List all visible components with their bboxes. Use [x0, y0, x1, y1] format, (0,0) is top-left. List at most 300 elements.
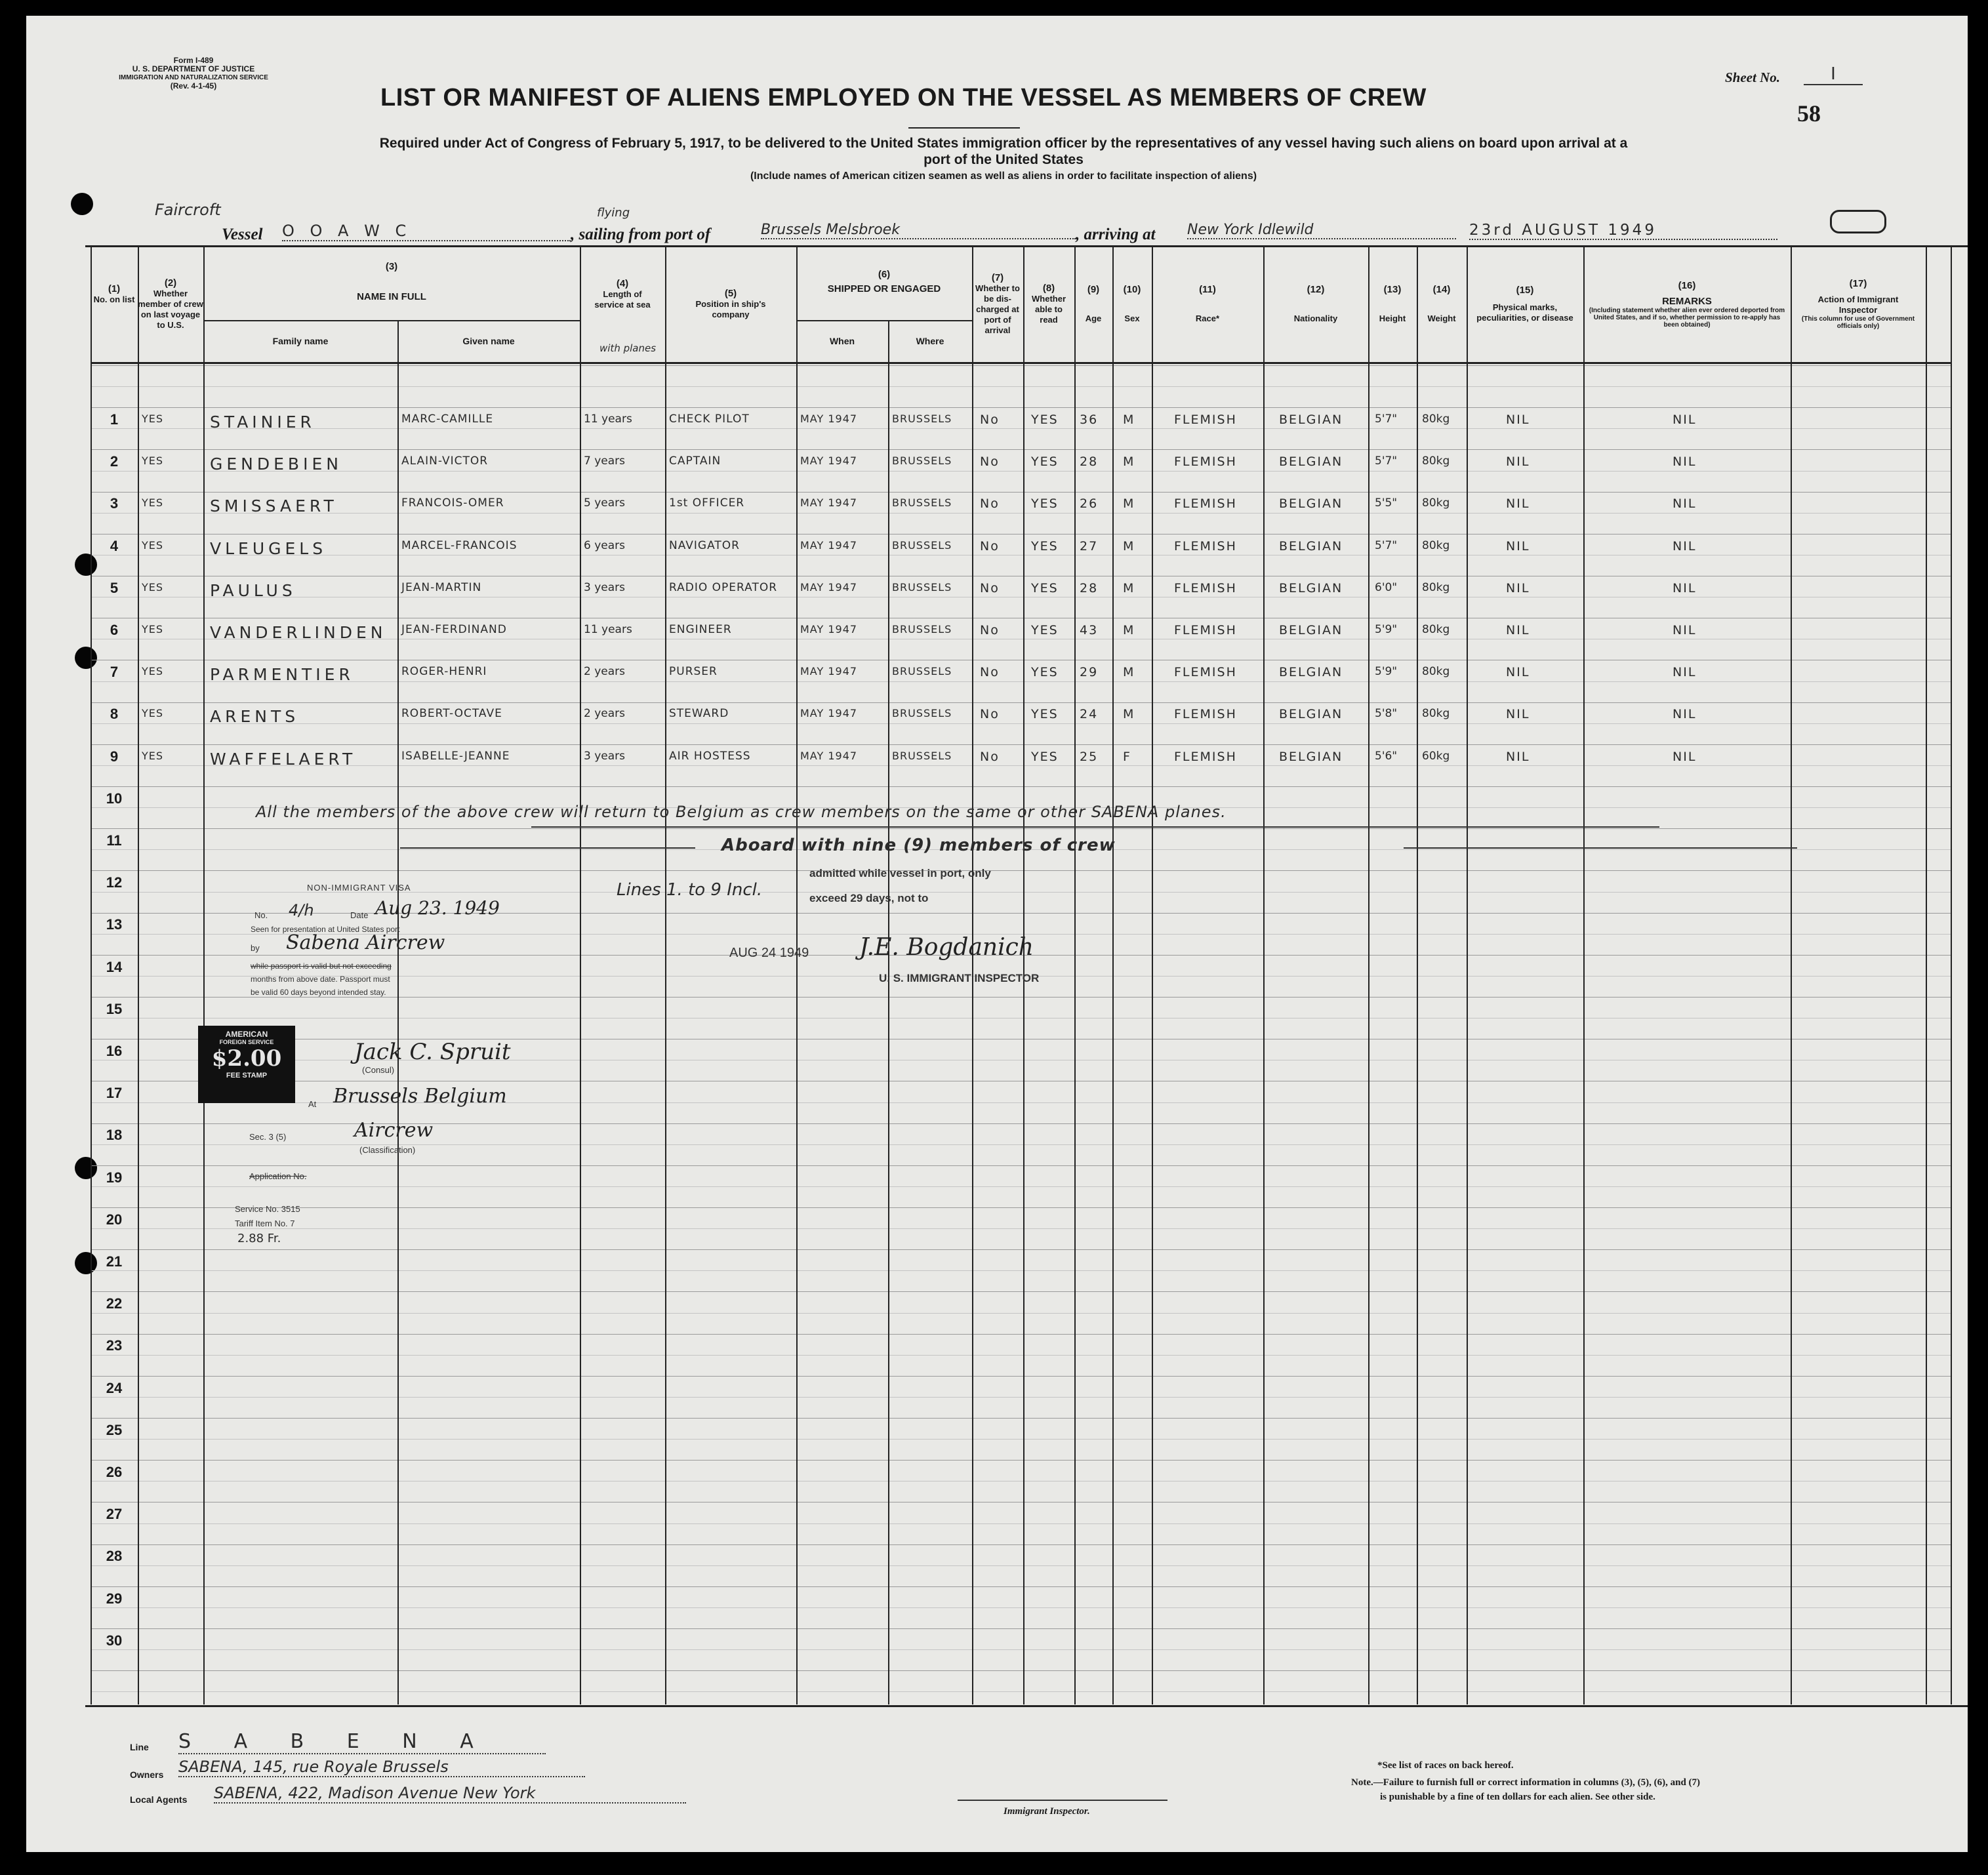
col-header-1: (1) No. on list: [93, 283, 135, 304]
shipped-where-cell: BRUSSELS: [892, 623, 952, 635]
physical-marks-cell: NIL: [1506, 580, 1530, 595]
sheet-number: I: [1804, 64, 1863, 85]
weight-cell: 80kg: [1422, 665, 1450, 679]
fee-stamp: [198, 1026, 295, 1103]
able-to-read-cell: YES: [1031, 538, 1059, 554]
shipped-when-cell: MAY 1947: [800, 538, 858, 552]
given-name-cell: ALAIN-VICTOR: [401, 454, 489, 468]
col-header-7: (7) Whether to be dis-charged at port of arrival: [975, 272, 1020, 335]
fee-stamp-line3: FEE STAMP: [226, 1072, 268, 1079]
family-name-cell: WAFFELAERT: [210, 749, 357, 769]
sheet-label: Sheet No.: [1725, 70, 1780, 85]
sex-cell: F: [1123, 749, 1131, 764]
application-label: Application No.: [249, 1171, 307, 1181]
row-number: 16: [106, 1043, 123, 1059]
col-line: [1417, 245, 1418, 1704]
visa-by-label: by: [251, 943, 260, 953]
col-header-8: (8) Whether able to read: [1032, 283, 1066, 325]
given-name-cell: ROGER-HENRI: [401, 665, 487, 679]
ruled-line: [91, 1649, 1951, 1650]
lines-included: Lines 1. to 9 Incl.: [617, 880, 763, 900]
given-name-cell: ISABELLE-JEANNE: [401, 749, 510, 763]
col-line: [580, 245, 581, 1704]
nationality-cell: BELGIAN: [1279, 665, 1343, 680]
discharged-cell: No: [980, 749, 1000, 764]
col-line: [1152, 245, 1153, 1704]
row-number: 14: [106, 958, 123, 975]
remarks-cell: NIL: [1673, 454, 1697, 470]
nationality-cell: BELGIAN: [1279, 707, 1343, 722]
remarks-cell: NIL: [1673, 413, 1697, 427]
height-cell: 5'7": [1375, 538, 1398, 552]
row11-line-left: [400, 847, 695, 849]
row-number: 10: [106, 790, 123, 807]
col-header-5: (5) Position in ship's company: [695, 288, 766, 319]
race-cell: FLEMISH: [1174, 496, 1237, 512]
race-cell: FLEMISH: [1174, 538, 1237, 554]
sex-cell: M: [1123, 496, 1135, 512]
footer-agents-label: Local Agents: [130, 1794, 188, 1805]
ruled-line: [91, 913, 1951, 914]
family-name-cell: VLEUGELS: [210, 538, 327, 558]
age-cell: 28: [1080, 454, 1099, 470]
row-number: 28: [106, 1548, 123, 1565]
shipped-when-cell: MAY 1947: [800, 707, 858, 720]
ruled-line: [91, 407, 1951, 408]
weight-cell: 80kg: [1422, 496, 1450, 510]
row-number: 5: [110, 579, 119, 596]
shipped-when-cell: MAY 1947: [800, 749, 858, 762]
shipped-where-cell: BRUSSELS: [892, 413, 952, 425]
shipped-when-cell: MAY 1947: [800, 665, 858, 678]
ruled-line: [91, 1670, 1951, 1671]
remarks-cell: NIL: [1673, 707, 1697, 722]
nationality-cell: BELGIAN: [1279, 538, 1343, 554]
ruled-line: [91, 1270, 1951, 1271]
discharged-cell: No: [980, 538, 1000, 554]
able-to-read-cell: YES: [1031, 454, 1059, 470]
nationality-cell: BELGIAN: [1279, 580, 1343, 595]
service-cell: 2 years: [584, 707, 626, 721]
ruled-line: [91, 681, 1951, 682]
row-number: 11: [106, 832, 122, 849]
last-voyage-cell: YES: [142, 538, 164, 552]
subtitle-line2: port of the United States: [923, 152, 1084, 167]
row-number: 23: [106, 1337, 123, 1354]
row-number: 21: [106, 1253, 123, 1270]
height-cell: 5'9": [1375, 623, 1398, 636]
ruled-line: [91, 492, 1951, 493]
ruled-line: [91, 1334, 1951, 1335]
col-line: [1791, 245, 1792, 1704]
vessel-annotation: Faircroft: [155, 201, 221, 219]
position-cell: CAPTAIN: [669, 454, 721, 468]
weight-cell: 80kg: [1422, 454, 1450, 468]
ruled-line: [91, 449, 1951, 450]
weight-cell: 80kg: [1422, 707, 1450, 721]
sex-cell: M: [1123, 413, 1135, 427]
last-voyage-cell: YES: [142, 623, 164, 635]
col-header-11: (11) Race*: [1195, 284, 1220, 323]
last-voyage-cell: YES: [142, 707, 164, 720]
ruled-line: [91, 365, 1951, 366]
col-line: [1368, 245, 1369, 1704]
able-to-read-cell: YES: [1031, 749, 1059, 764]
fee-line: 2.88 Fr.: [237, 1232, 281, 1245]
race-cell: FLEMISH: [1174, 665, 1237, 680]
family-name-cell: SMISSAERT: [210, 496, 338, 516]
height-cell: 5'5": [1375, 496, 1398, 510]
discharged-cell: No: [980, 496, 1000, 512]
ruled-line: [91, 723, 1951, 724]
ruled-line: [91, 1586, 1951, 1587]
race-cell: FLEMISH: [1174, 580, 1237, 595]
weight-cell: 80kg: [1422, 623, 1450, 636]
height-cell: 5'9": [1375, 665, 1398, 679]
col-line: [203, 245, 205, 1704]
last-voyage-cell: YES: [142, 496, 164, 510]
service-note: with planes: [599, 342, 657, 354]
age-cell: 24: [1080, 707, 1099, 722]
position-cell: 1st OFFICER: [669, 496, 745, 510]
ruled-line: [91, 1523, 1951, 1524]
row-number: 15: [106, 1000, 123, 1017]
height-cell: 6'0": [1375, 580, 1398, 594]
ruled-line: [91, 1291, 1951, 1292]
row-number: 17: [106, 1085, 123, 1102]
arriving-label: , arriving at: [1076, 226, 1156, 243]
family-name-cell: STAINIER: [210, 413, 315, 432]
arriving-at: New York Idlewild: [1187, 222, 1456, 239]
physical-marks-cell: NIL: [1506, 454, 1530, 470]
discharged-cell: No: [980, 413, 1000, 427]
col-line: [1951, 245, 1952, 1704]
ruled-line: [91, 1439, 1951, 1440]
row-number: 1: [110, 411, 119, 428]
race-cell: FLEMISH: [1174, 707, 1237, 722]
service-label: Service No. 3515: [235, 1204, 300, 1214]
nationality-cell: BELGIAN: [1279, 623, 1343, 637]
service-cell: 5 years: [584, 496, 626, 510]
visa-valid-3: be valid 60 days beyond intended stay.: [251, 988, 386, 997]
weight-cell: 80kg: [1422, 580, 1450, 594]
row-number: 3: [110, 495, 119, 512]
age-cell: 25: [1080, 749, 1099, 764]
sex-cell: M: [1123, 580, 1135, 595]
row11-line-right: [1404, 847, 1797, 849]
family-name-cell: PARMENTIER: [210, 665, 354, 685]
given-name-cell: JEAN-MARTIN: [401, 580, 482, 594]
crossed-mark: [1830, 210, 1886, 233]
ruled-line: [91, 744, 1951, 745]
given-name-cell: FRANCOIS-OMER: [401, 496, 504, 510]
col-header-given: Given name: [462, 336, 515, 346]
col-header-17: (17) Action of Immigrant Inspector (This column for use of Government officials only): [1801, 278, 1915, 330]
shipped-when-cell: MAY 1947: [800, 580, 858, 594]
col-header-13: (13) Height: [1379, 284, 1406, 323]
ruled-line: [91, 828, 1951, 829]
ruled-line: [91, 428, 1951, 429]
subtitle-line1: Required under Act of Congress of February 5, 1917, to be delivered to the United States immigration officer by the representatives of any vessel having such aliens on board upon arrival at a: [379, 136, 1628, 151]
row-number: 12: [106, 874, 123, 891]
nationality-cell: BELGIAN: [1279, 413, 1343, 427]
footer-owners-value: SABENA, 145, rue Royale Brussels: [178, 1758, 585, 1777]
col-line: [1263, 245, 1265, 1704]
sex-cell: M: [1123, 538, 1135, 554]
footer-note-1: Note.—Failure to furnish full or correct information in columns (3), (5), (6), and (7): [1351, 1777, 1701, 1788]
page-title: LIST OR MANIFEST OF ALIENS EMPLOYED ON THE VESSEL AS MEMBERS OF CREW: [380, 84, 1427, 111]
family-name-cell: PAULUS: [210, 580, 296, 600]
row-number: 8: [110, 706, 119, 723]
row-number: 7: [110, 664, 119, 681]
arrival-date: 23rd AUGUST 1949: [1469, 222, 1777, 240]
row-number: 26: [106, 1464, 123, 1480]
age-cell: 36: [1080, 413, 1099, 427]
visa-valid-2: months from above date. Passport must: [251, 975, 390, 984]
able-to-read-cell: YES: [1031, 496, 1059, 512]
able-to-read-cell: YES: [1031, 580, 1059, 595]
age-cell: 26: [1080, 496, 1099, 512]
col-header-3: (3) NAME IN FULL: [357, 261, 426, 302]
weight-cell: 80kg: [1422, 413, 1450, 426]
height-cell: 5'7": [1375, 413, 1398, 426]
footer-line-label: Line: [130, 1742, 149, 1752]
visa-presentation: Seen for presentation at United States port: [251, 925, 400, 934]
remarks-cell: NIL: [1673, 538, 1697, 554]
sailing-label: , sailing from port of: [571, 226, 711, 243]
consul-label: (Consul): [362, 1065, 395, 1075]
admitted-text: admitted while vessel in port, only: [809, 867, 991, 879]
visa-date-value: Aug 23. 1949: [375, 897, 500, 919]
ruled-line: [91, 702, 1951, 703]
at-value: Brussels Belgium: [333, 1085, 507, 1108]
visa-no-value: 4/h: [289, 901, 314, 919]
footer-inspector-line: [958, 1800, 1167, 1801]
page-number: 58: [1797, 100, 1821, 127]
physical-marks-cell: NIL: [1506, 538, 1530, 554]
ruled-line: [91, 1376, 1951, 1377]
col-header-14: (14) Weight: [1427, 284, 1456, 323]
ruled-line: [91, 1565, 1951, 1566]
row-number: 29: [106, 1590, 123, 1607]
col-line: [397, 320, 399, 1704]
ruled-line: [91, 997, 1951, 998]
exceed-text: exceed 29 days, not to: [809, 892, 929, 904]
subtitle: [79, 135, 1928, 184]
last-voyage-cell: YES: [142, 454, 164, 468]
sex-cell: M: [1123, 623, 1135, 637]
ruled-line: [91, 870, 1951, 871]
service-cell: 3 years: [584, 749, 626, 763]
last-voyage-cell: YES: [142, 749, 164, 762]
visa-no-label: No.: [254, 910, 268, 920]
col-header-where: Where: [916, 336, 944, 346]
col-header-10: (10) Sex: [1123, 284, 1141, 323]
classification-label: (Classification): [359, 1145, 416, 1155]
able-to-read-cell: YES: [1031, 413, 1059, 427]
discharged-cell: No: [980, 707, 1000, 722]
position-cell: ENGINEER: [669, 623, 732, 636]
sec-label: Sec. 3 (5): [249, 1132, 287, 1142]
flying-note: flying: [597, 206, 630, 220]
given-name-cell: JEAN-FERDINAND: [401, 623, 507, 636]
fee-stamp-value: $2.00: [211, 1045, 282, 1072]
footer-note-2: is punishable by a fine of ten dollars for each alien. See other side.: [1380, 1792, 1655, 1802]
shipped-where-cell: BRUSSELS: [892, 665, 952, 678]
ruled-line: [91, 1249, 1951, 1250]
discharged-cell: No: [980, 580, 1000, 595]
form-info: Form I-489 U. S. DEPARTMENT OF JUSTICE IMMIGRATION AND NATURALIZATION SERVICE (Rev. 4-1-45): [119, 56, 268, 91]
ruled-line: [91, 1607, 1951, 1608]
col-line: [1074, 245, 1076, 1704]
service-cell: 6 years: [584, 538, 626, 552]
inspector-signature: J.E. Bogdanich: [859, 934, 1034, 961]
ruled-line: [91, 786, 1951, 787]
position-cell: AIR HOSTESS: [669, 749, 751, 763]
col-line: [1583, 245, 1585, 1704]
col-header-6: (6) SHIPPED OR ENGAGED: [827, 269, 941, 294]
given-name-cell: ROBERT-OCTAVE: [401, 707, 502, 721]
footer-owners-label: Owners: [130, 1769, 164, 1780]
age-cell: 43: [1080, 623, 1099, 637]
sex-cell: M: [1123, 707, 1135, 722]
physical-marks-cell: NIL: [1506, 623, 1530, 637]
row10-underline: [531, 826, 1659, 828]
ruled-line: [91, 1186, 1951, 1187]
weight-cell: 60kg: [1422, 749, 1450, 763]
manifest-page: [26, 16, 1968, 1852]
row-number: 22: [106, 1295, 123, 1312]
height-cell: 5'8": [1375, 707, 1398, 721]
ruled-line: [91, 1165, 1951, 1166]
shipped-where-cell: BRUSSELS: [892, 538, 952, 552]
col-header-12: (12) Nationality: [1293, 284, 1338, 323]
ruled-line: [91, 1397, 1951, 1398]
col-line: [1926, 245, 1927, 1704]
row-number: 24: [106, 1379, 123, 1396]
visa-date-label: Date: [350, 910, 369, 920]
visa-heading: NON-IMMIGRANT VISA: [307, 883, 411, 893]
remarks-cell: NIL: [1673, 749, 1697, 764]
ruled-line: [91, 1355, 1951, 1356]
discharged-cell: No: [980, 665, 1000, 680]
ruled-line: [91, 1313, 1951, 1314]
col-line: [796, 245, 798, 1704]
shipped-subrule: [796, 320, 972, 321]
col-header-4: (4) Length of service at sea: [594, 278, 651, 310]
shipped-when-cell: MAY 1947: [800, 454, 858, 468]
position-cell: RADIO OPERATOR: [669, 580, 778, 594]
row-number: 9: [110, 748, 119, 765]
family-name-cell: ARENTS: [210, 707, 300, 727]
footer-inspector-label: Immigrant Inspector.: [1004, 1806, 1090, 1817]
col-header-15: (15) Physical marks, peculiarities, or disease: [1476, 285, 1573, 323]
given-name-cell: MARC-CAMILLE: [401, 413, 494, 426]
subtitle-note: (Include names of American citizen seamen as well as aliens in order to facilitate inspection of aliens): [750, 171, 1257, 182]
last-voyage-cell: YES: [142, 413, 164, 425]
row10-annotation: All the members of the above crew will return to Belgium as crew members on the same or other SABENA planes.: [256, 803, 1227, 821]
position-cell: PURSER: [669, 665, 718, 679]
given-name-cell: MARCEL-FRANCOIS: [401, 538, 517, 552]
col-header-9: (9) Age: [1085, 284, 1102, 323]
col-header-when: When: [829, 336, 855, 346]
tariff-label: Tariff Item No. 7: [235, 1219, 295, 1228]
name-subrule: [203, 320, 580, 321]
nationality-cell: BELGIAN: [1279, 496, 1343, 512]
physical-marks-cell: NIL: [1506, 413, 1530, 427]
date-stamp: AUG 24 1949: [729, 946, 809, 960]
physical-marks-cell: NIL: [1506, 707, 1530, 722]
classification-value: Aircrew: [354, 1119, 434, 1142]
race-cell: FLEMISH: [1174, 623, 1237, 637]
ruled-line: [91, 1628, 1951, 1629]
physical-marks-cell: NIL: [1506, 496, 1530, 512]
able-to-read-cell: YES: [1031, 707, 1059, 722]
row-number: 19: [106, 1169, 123, 1186]
remarks-cell: NIL: [1673, 580, 1697, 595]
row11-annotation: Aboard with nine (9) members of crew: [721, 836, 1116, 855]
col-line: [888, 320, 889, 1704]
position-cell: CHECK PILOT: [669, 413, 750, 426]
ruled-line: [91, 1418, 1951, 1419]
race-cell: FLEMISH: [1174, 454, 1237, 470]
col-line: [1112, 245, 1114, 1704]
row-number: 4: [110, 537, 119, 554]
col-line: [91, 245, 92, 1704]
shipped-where-cell: BRUSSELS: [892, 749, 952, 762]
able-to-read-cell: YES: [1031, 665, 1059, 680]
ruled-line: [91, 1691, 1951, 1692]
position-cell: NAVIGATOR: [669, 538, 740, 552]
ruled-line: [91, 1460, 1951, 1461]
height-cell: 5'7": [1375, 454, 1398, 468]
position-cell: STEWARD: [669, 707, 729, 721]
shipped-when-cell: MAY 1947: [800, 623, 858, 635]
sex-cell: M: [1123, 665, 1135, 680]
sailing-from: Brussels Melsbroek: [761, 222, 1076, 239]
row-number: 27: [106, 1506, 123, 1523]
ruled-line: [91, 386, 1951, 387]
last-voyage-cell: YES: [142, 580, 164, 594]
discharged-cell: No: [980, 623, 1000, 637]
col-line: [1467, 245, 1468, 1704]
ruled-line: [91, 1544, 1951, 1545]
ruled-line: [91, 1481, 1951, 1482]
shipped-where-cell: BRUSSELS: [892, 707, 952, 720]
at-label: At: [308, 1099, 317, 1109]
col-header-2: (2) Whether member of crew on last voyage to U.S.: [138, 277, 203, 330]
shipped-where-cell: BRUSSELS: [892, 454, 952, 468]
shipped-when-cell: MAY 1947: [800, 496, 858, 510]
age-cell: 27: [1080, 538, 1099, 554]
inspector-title: U. S. IMMIGRANT INSPECTOR: [879, 972, 1040, 984]
row-number: 6: [110, 622, 119, 638]
shipped-when-cell: MAY 1947: [800, 413, 858, 425]
race-cell: FLEMISH: [1174, 413, 1237, 427]
nationality-cell: BELGIAN: [1279, 454, 1343, 470]
family-name-cell: VANDERLINDEN: [210, 623, 387, 642]
row-number: 2: [110, 453, 119, 470]
service-cell: 11 years: [584, 623, 632, 636]
vessel-name: O O A W C: [282, 222, 571, 241]
shipped-where-cell: BRUSSELS: [892, 496, 952, 510]
row-number: 20: [106, 1211, 123, 1228]
footer-races-note: *See list of races on back hereof.: [1377, 1760, 1514, 1771]
ruled-line: [91, 471, 1951, 472]
ruled-line: [91, 1228, 1951, 1229]
col-line: [138, 245, 139, 1704]
family-name-cell: GENDEBIEN: [210, 454, 342, 474]
